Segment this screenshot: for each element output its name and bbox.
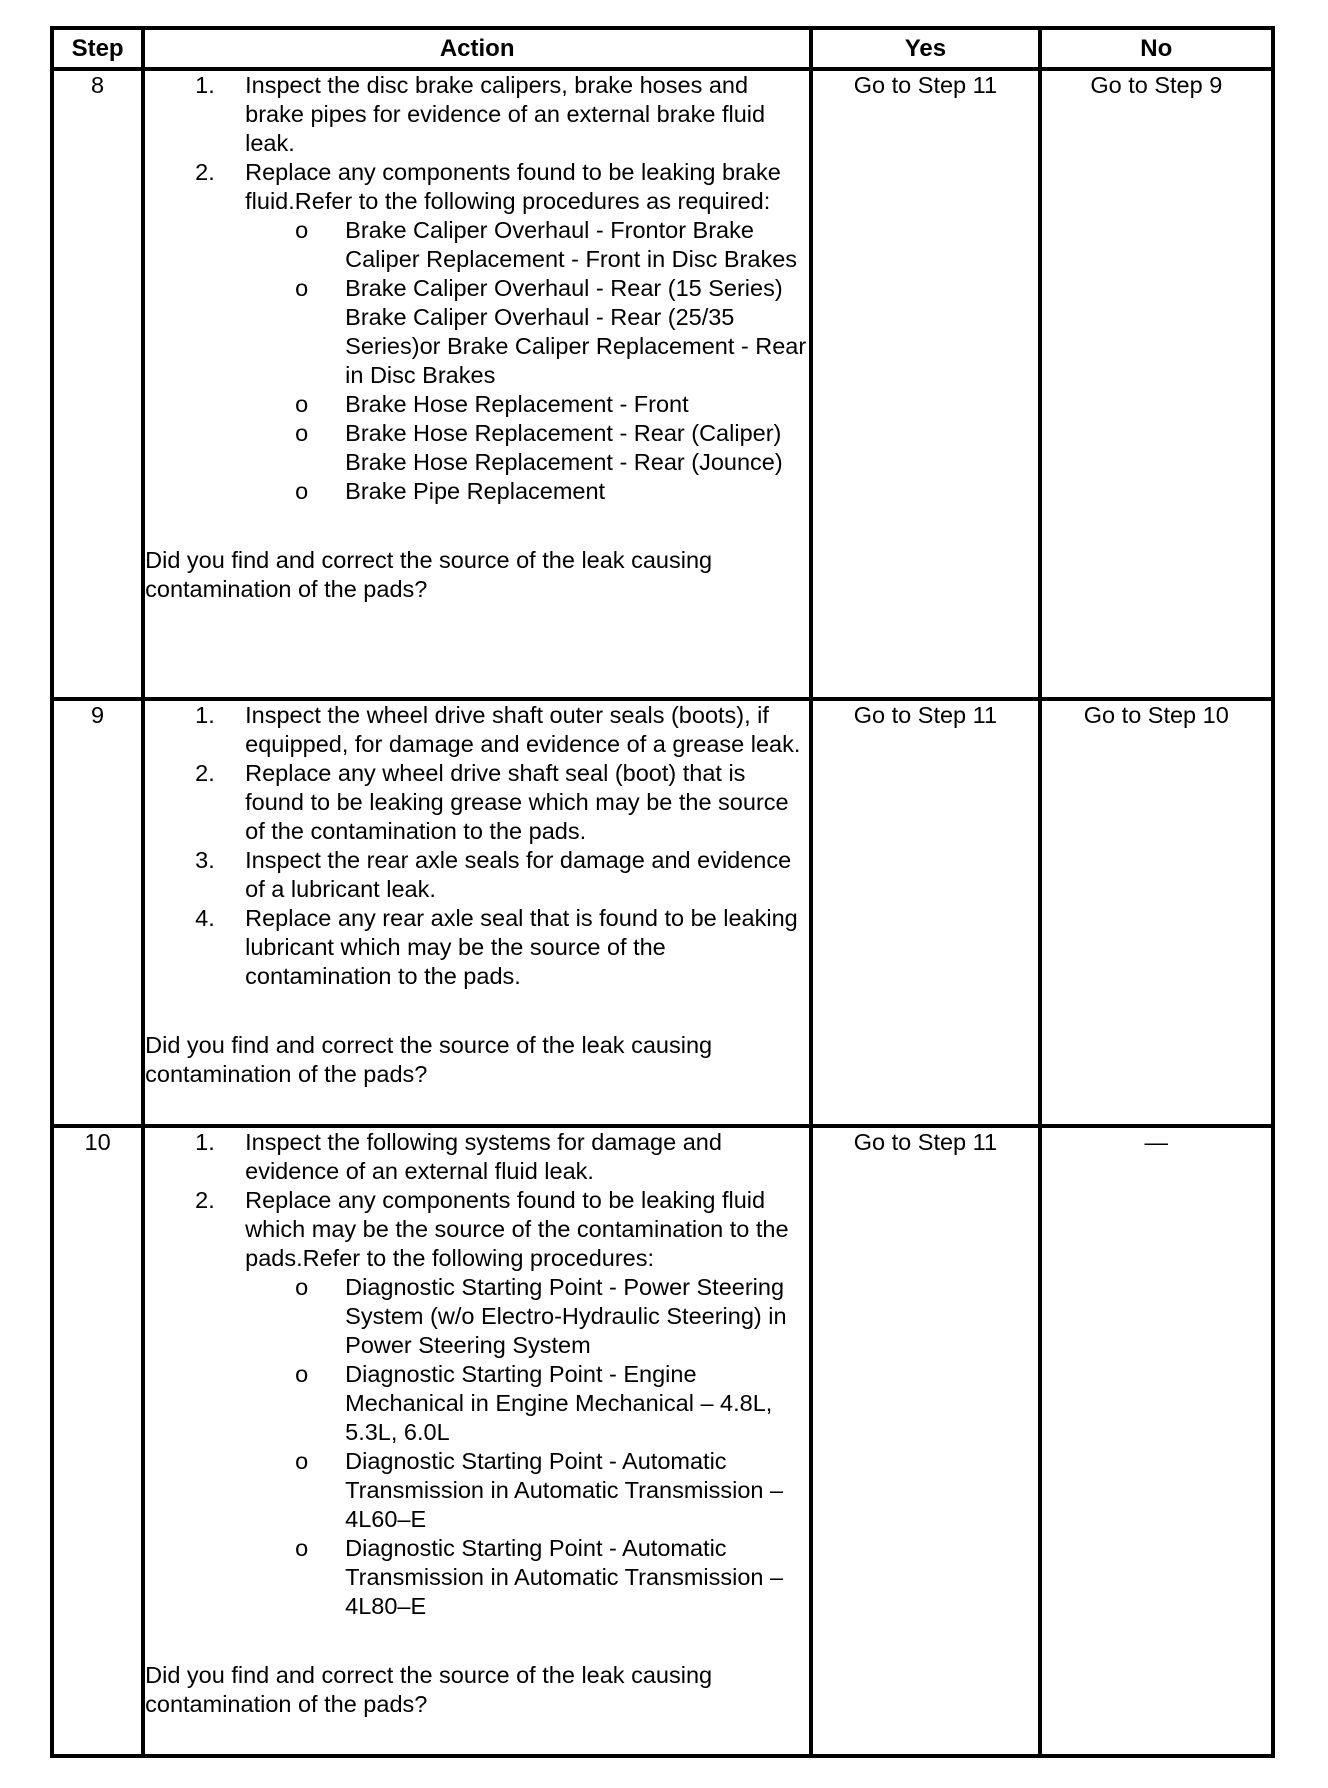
question-text: Did you find and correct the source of the leak causing contamination of the pads? <box>145 1032 713 1087</box>
yes-result: Go to Step 11 <box>811 1126 1039 1756</box>
action-steps <box>145 1128 809 1621</box>
no-result: Go to Step 10 <box>1040 699 1273 1126</box>
action-steps <box>145 71 809 506</box>
header-row <box>52 28 1273 69</box>
table-row <box>52 699 1273 1126</box>
action-step: 2. Replace any components found to be leaking brake fluid.Refer to the following procedures as required: o Brake Caliper Overhaul - Frontor Brake Caliper Replacement - Front in Disc Brakes o Brake Caliper Overhaul - Rear (15 Series) Brake Caliper Overhaul - Rear (25/35 Series)or Brake Caliper Replacement - Rear in Disc Brakes o Brake Hose Replacement - Front o Brake Hose Replacement - Rear (Caliper) Brake Hose Replacement - Rear (Jounce) o Brake Pipe Replacement <box>145 158 809 506</box>
table-row <box>52 1126 1273 1756</box>
question-text: Did you find and correct the source of the leak causing contamination of the pads? <box>145 1662 713 1717</box>
header-step: Step <box>52 28 143 69</box>
step-number: 9 <box>52 699 143 1126</box>
yes-result: Go to Step 11 <box>811 69 1039 699</box>
procedure-item: o Brake Hose Replacement - Rear (Caliper) Brake Hose Replacement - Rear (Jounce) <box>295 420 783 475</box>
procedure-item: o Brake Caliper Overhaul - Rear (15 Series) Brake Caliper Overhaul - Rear (25/35 Series)or Brake Caliper Replacement - Rear in Disc Brakes <box>295 275 807 388</box>
action-cell <box>143 69 811 699</box>
action-step: 1. Inspect the following systems for damage and evidence of an external fluid leak. <box>195 1129 722 1184</box>
procedure-list <box>245 216 809 506</box>
procedure-item: o Diagnostic Starting Point - Automatic Transmission in Automatic Transmission – 4L60–E <box>295 1448 784 1532</box>
yes-result: Go to Step 11 <box>811 699 1039 1126</box>
procedure-item: o Diagnostic Starting Point - Automatic Transmission in Automatic Transmission – 4L80–E <box>295 1535 784 1619</box>
action-step: 2. Replace any wheel drive shaft seal (boot) that is found to be leaking grease which may be the source of the contamination to the pads. <box>195 760 789 844</box>
no-result: Go to Step 9 <box>1040 69 1273 699</box>
step-number: 8 <box>52 69 143 699</box>
question-text: Did you find and correct the source of the leak causing contamination of the pads? <box>145 547 713 602</box>
header-no: No <box>1040 28 1273 69</box>
action-step: 1. Inspect the disc brake calipers, brake hoses and brake pipes for evidence of an external brake fluid leak. <box>195 72 766 156</box>
table-row <box>52 69 1273 699</box>
procedure-item: o Diagnostic Starting Point - Power Steering System (w/o Electro-Hydraulic Steering) in Power Steering System <box>295 1274 787 1358</box>
action-step: 4. Replace any rear axle seal that is found to be leaking lubricant which may be the source of the contamination to the pads. <box>195 905 798 989</box>
header-yes: Yes <box>811 28 1039 69</box>
diagnostic-table <box>50 26 1275 1758</box>
action-step: 2. Replace any components found to be leaking fluid which may be the source of the contamination to the pads.Refer to the following procedures: o Diagnostic Starting Point - Power Steering System (w/o Electro-Hydraulic Steering) in Power Steering System o Diagnostic Starting Point - Engine Mechanical in Engine Mechanical – 4.8L, 5.3L, 6.0L o Diagnostic Starting Point - Automatic Transmission in Automatic Transmission – 4L60–E o Diagnostic Starting Point - Automatic Transmission in Automatic Transmission – 4L80–E <box>145 1186 809 1621</box>
action-cell <box>143 699 811 1126</box>
action-steps <box>145 701 809 991</box>
procedure-item: o Brake Caliper Overhaul - Frontor Brake Caliper Replacement - Front in Disc Brakes <box>295 217 798 272</box>
no-result: — <box>1040 1126 1273 1756</box>
procedure-list <box>245 1273 809 1621</box>
action-step: 3. Inspect the rear axle seals for damage and evidence of a lubricant leak. <box>195 847 792 902</box>
action-step: 1. Inspect the wheel drive shaft outer seals (boots), if equipped, for damage and evidence of a grease leak. <box>195 702 801 757</box>
procedure-item: o Diagnostic Starting Point - Engine Mechanical in Engine Mechanical – 4.8L, 5.3L, 6.0L <box>295 1361 773 1445</box>
procedure-item: o Brake Pipe Replacement <box>295 478 606 504</box>
header-action: Action <box>143 28 811 69</box>
procedure-item: o Brake Hose Replacement - Front <box>295 391 689 417</box>
step-number: 10 <box>52 1126 143 1756</box>
action-cell <box>143 1126 811 1756</box>
